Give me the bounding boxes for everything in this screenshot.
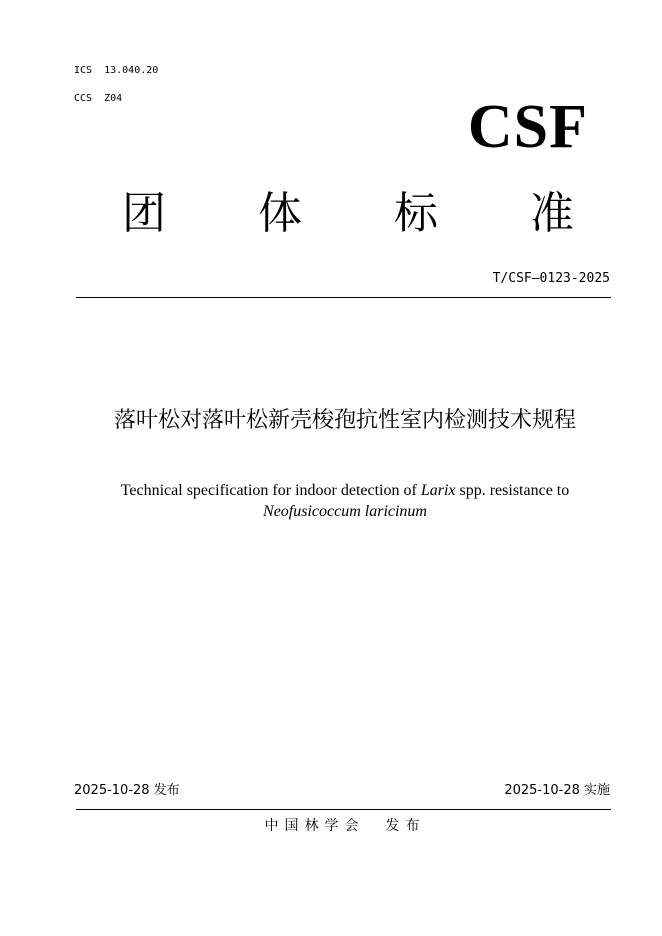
standard-type-char: 团	[122, 188, 166, 239]
title-english-part2: spp. resistance to	[455, 482, 570, 499]
title-english-species: Neofusicoccum laricinum	[263, 503, 427, 520]
ccs-code: CCS Z04	[74, 93, 123, 104]
title-english	[60, 480, 630, 522]
issue-date: 2025-10-28 发布	[74, 783, 180, 798]
title-chinese: 落叶松对落叶松新壳梭孢抗性室内检测技术规程	[113, 408, 576, 433]
standard-type-heading	[122, 186, 574, 242]
csf-logo: CSF	[467, 93, 588, 161]
publisher: 中国林学会 发布	[264, 818, 426, 834]
standard-type-char: 体	[258, 188, 302, 239]
standard-type-char: 准	[530, 188, 574, 239]
standard-number: T/CSF—0123-2025	[492, 271, 610, 286]
title-english-part1: Technical specification for indoor detection of	[120, 482, 421, 499]
bottom-divider	[76, 809, 611, 810]
ics-code: ICS 13.040.20	[74, 65, 159, 76]
top-divider	[76, 297, 611, 298]
implementation-date: 2025-10-28 实施	[504, 783, 610, 798]
standard-type-char: 标	[394, 188, 438, 239]
title-english-genus: Larix	[420, 482, 456, 499]
